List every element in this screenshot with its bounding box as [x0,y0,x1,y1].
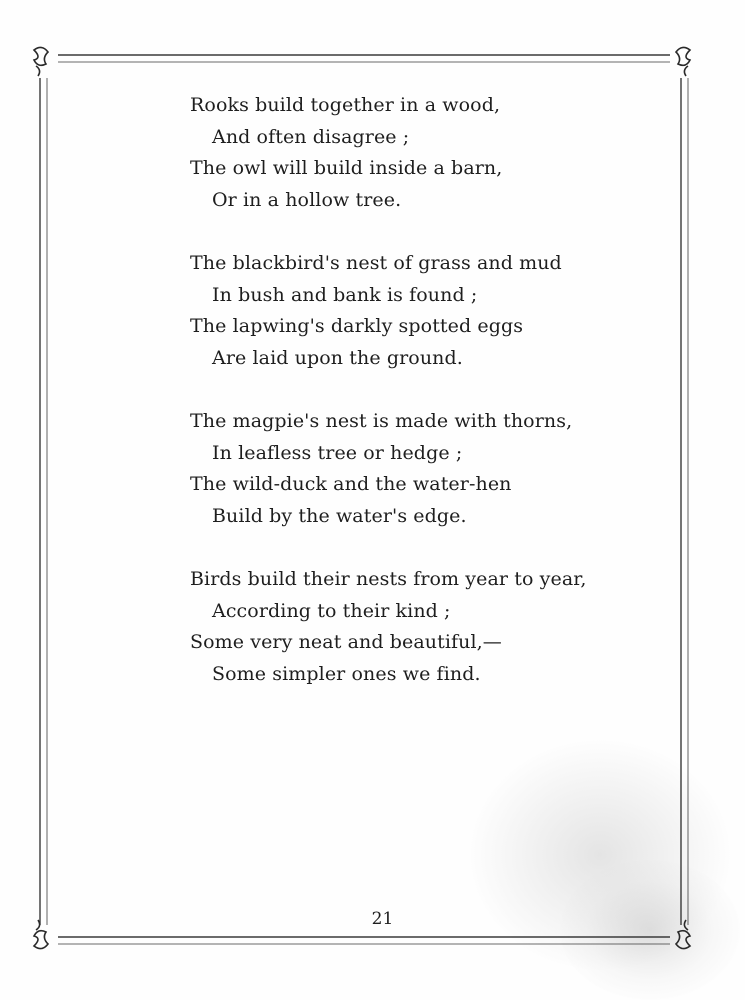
poem-line: Are laid upon the ground. [212,346,463,369]
stanza-1 [190,90,670,216]
poem-line: And often disagree ; [212,125,410,148]
corner-ornament-icon [34,47,48,76]
stanza-2 [190,248,670,374]
page-number: 21 [371,909,394,929]
poem-line: Rooks build together in a wood, [190,94,501,116]
poem-line: Some very neat and beautiful,— [190,631,502,653]
poem-line: The wild-duck and the water-hen [190,473,512,495]
poem-line: In bush and bank is found ; [212,283,478,306]
poem-line: The magpie's nest is made with thorns, [190,410,573,432]
poem-line: Or in a hollow tree. [212,188,402,211]
stanza-4 [190,564,670,690]
corner-ornament-icon [676,47,690,76]
poem [190,90,670,722]
poem-line: Build by the water's edge. [212,504,467,527]
poem-line: In leafless tree or hedge ; [212,441,463,464]
poem-line: Birds build their nests from year to year, [190,568,587,590]
poem-line: Some simpler ones we find. [212,662,481,685]
poem-line: The blackbird's nest of grass and mud [190,252,562,274]
stanza-3 [190,406,670,532]
poem-line: The owl will build inside a barn, [190,157,503,179]
poem-line: According to their kind ; [212,599,451,622]
poem-line: The lapwing's darkly spotted eggs [190,315,524,337]
